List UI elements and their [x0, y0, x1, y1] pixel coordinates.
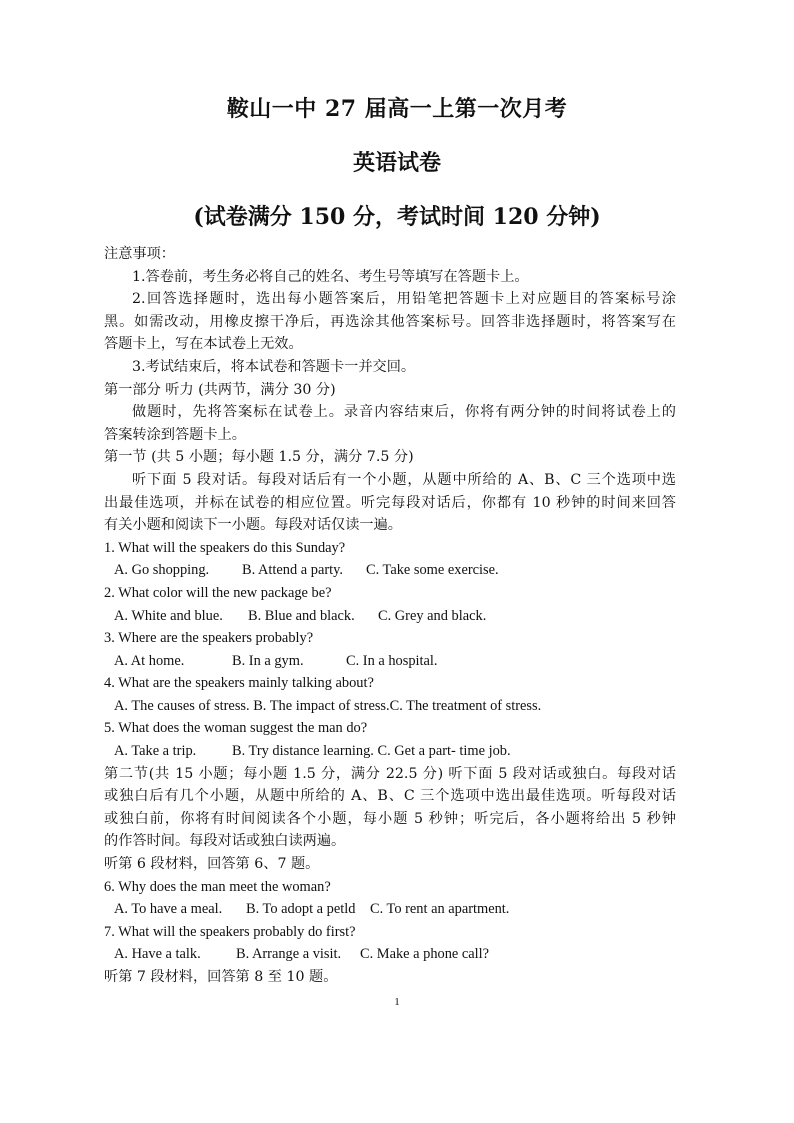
option-b: B. In a gym.: [232, 652, 304, 669]
option-c: C. To rent an apartment.: [370, 901, 510, 918]
section1-intro-line3: 有关小题和阅读下一小题。每段对话仅读一遍。: [104, 517, 402, 534]
exam-title: 鞍山一中 27 届高一上第一次月考: [226, 96, 568, 122]
question-4-options: [104, 695, 676, 718]
option-a: A. To have a meal.: [114, 901, 223, 918]
option-a: A. Take a trip.: [114, 743, 197, 760]
exam-score-time: (试卷满分 150 分，考试时间 120 分钟): [193, 204, 601, 230]
material-7-instruction: 听第 7 段材料，回答第 8 至 10 题。: [104, 969, 338, 985]
question-5-stem: 5. What does the woman suggest the man do?: [104, 720, 368, 737]
option-a: A. At home.: [114, 652, 185, 669]
question-6-options: [104, 898, 676, 921]
question-1-stem: 1. What will the speakers do this Sunday?: [104, 539, 346, 556]
exam-body: [104, 243, 676, 989]
section1-heading: 第一节 (共 5 小题；每小题 1.5 分，满分 7.5 分): [104, 449, 414, 466]
notes-item-1: 1.答卷前，考生务必将自己的姓名、考生号等填写在答题卡上。: [132, 268, 529, 285]
option-b: B. Attend a party.: [242, 562, 343, 579]
option-b: B. Arrange a visit.: [236, 946, 342, 963]
material-6-instruction: 听第 6 段材料，回答第 6、7 题。: [104, 856, 320, 873]
section2-line2: 或独白后有几个小题，从题中所给的 A、B、C 三个选项中选出最佳选项。听每段对话: [104, 788, 676, 805]
part1-heading: 第一部分 听力 (共两节，满分 30 分): [104, 381, 336, 398]
notes-item-3: 3.考试结束后，将本试卷和答题卡一并交回。: [132, 358, 416, 375]
option-abc: A. The causes of stress. B. The impact of stress.C. The treatment of stress.: [114, 697, 542, 714]
option-a: A. White and blue.: [114, 607, 223, 624]
option-c: C. In a hospital.: [346, 652, 438, 669]
notes-item-2-line3: 答题卡上，写在本试卷上无效。: [104, 336, 303, 353]
part1-intro-line2: 答案转涂到答题卡上。: [104, 426, 246, 443]
question-1-options: [104, 559, 676, 582]
option-bc: B. Try distance learning. C. Get a part- time job.: [232, 743, 511, 760]
question-2-options: [104, 605, 676, 628]
section2-line3: 或独白前，你将有时间阅读各个小题，每小题 5 秒钟；听完后，各小题将给出 5 秒钟: [104, 810, 676, 827]
section1-intro-line2: 出最佳选项，并标在试卷的相应位置。听完每段对话后，你都有 10 秒钟的时间来回答: [104, 494, 676, 511]
notes-heading: 注意事项：: [104, 246, 175, 262]
option-a: A. Have a talk.: [114, 946, 201, 963]
part1-intro-line1: 做题时，先将答案标在试卷上。录音内容结束后，你将有两分钟的时间将试卷上的: [132, 404, 676, 421]
exam-subject: 英语试卷: [352, 150, 441, 176]
question-7-options: [104, 943, 676, 966]
option-a: A. Go shopping.: [114, 562, 210, 579]
question-3-stem: 3. Where are the speakers probably?: [104, 630, 314, 647]
question-5-options: [104, 740, 676, 763]
section1-intro-line1: 听下面 5 段对话。每段对话后有一个小题，从题中所给的 A、B、C 三个选项中选: [132, 471, 676, 488]
question-6-stem: 6. Why does the man meet the woman?: [104, 878, 331, 895]
section2-line1: 第二节(共 15 小题；每小题 1.5 分，满分 22.5 分) 听下面 5 段对话或独白。每段对话: [104, 765, 676, 782]
question-4-stem: 4. What are the speakers mainly talking about?: [104, 675, 374, 692]
option-b: B. Blue and black.: [248, 607, 355, 624]
question-7-stem: 7. What will the speakers probably do first?: [104, 923, 356, 940]
option-c: C. Make a phone call?: [360, 946, 490, 963]
question-3-options: [104, 650, 676, 673]
question-2-stem: 2. What color will the new package be?: [104, 584, 332, 601]
option-b: B. To adopt a petld: [246, 901, 356, 918]
option-c: C. Take some exercise.: [366, 562, 499, 579]
page-number: 1: [394, 996, 400, 1008]
notes-item-2-line1: 2.回答选择题时，选出每小题答案后，用铅笔把答题卡上对应题目的答案标号涂: [132, 291, 676, 308]
option-c: C. Grey and black.: [378, 607, 487, 624]
notes-item-2-line2: 黑。如需改动，用橡皮擦干净后，再选涂其他答案标号。回答非选择题时，将答案写在: [104, 313, 676, 330]
section2-line4: 的作答时间。每段对话或独白读两遍。: [104, 833, 346, 850]
